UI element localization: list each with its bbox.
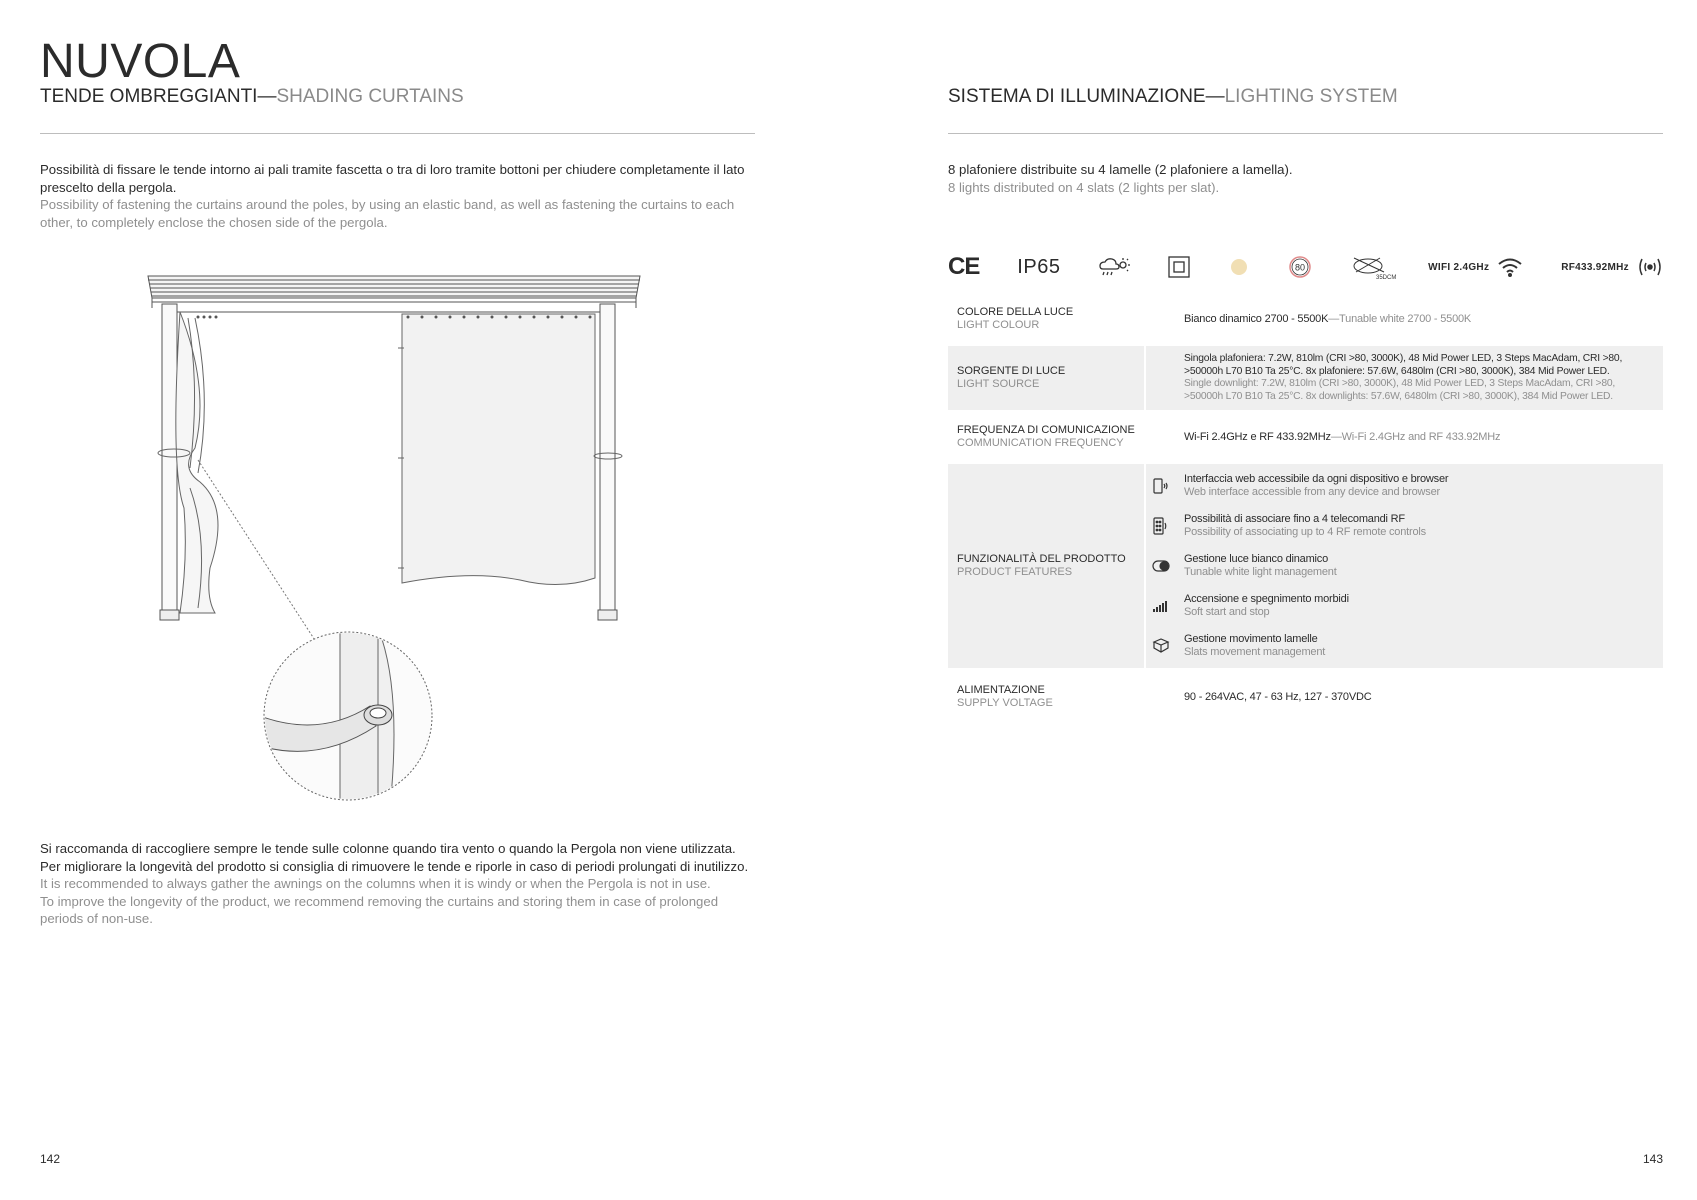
- svg-text:35DCM: 35DCM: [1376, 275, 1397, 281]
- spec-value-separator: —: [1330, 430, 1342, 443]
- lighting-intro-en: 8 lights distributed on 4 slats (2 lights per slat).: [948, 179, 1220, 195]
- spec-label-it: COLORE DELLA LUCE: [957, 306, 1074, 318]
- feature-item: [1146, 466, 1643, 506]
- pergola-curtain-illustration: [140, 268, 700, 808]
- spec-label-it: ALIMENTAZIONE: [957, 684, 1045, 696]
- spec-value-separator: —: [1328, 312, 1340, 325]
- spec-value: 90 - 264VAC, 47 - 63 Hz, 127 - 370VDC: [1184, 690, 1372, 703]
- spec-row-communication-frequency: [948, 410, 1663, 464]
- spec-table: [948, 292, 1663, 726]
- care-note-it-1: Si raccomanda di raccogliere sempre le tende sulle colonne quando tira vento o quando la Pergola non viene utilizzata.: [40, 841, 736, 856]
- remote-control-icon: [1146, 517, 1184, 535]
- page-number-left: 142: [40, 1152, 61, 1166]
- spec-value-it: Wi-Fi 2.4GHz e RF 433.92MHz: [1184, 430, 1331, 443]
- spec-value-en: Wi-Fi 2.4GHz and RF 433.92MHz: [1341, 430, 1501, 443]
- section-title-en: LIGHTING SYSTEM: [1224, 86, 1398, 107]
- spec-label-en: LIGHT COLOUR: [957, 319, 1040, 331]
- section-title-lighting: [948, 86, 1398, 108]
- feature-item: [1146, 506, 1643, 546]
- spec-row-supply-voltage: [948, 668, 1663, 726]
- care-note-it-2: Per migliorare la longevità del prodotto si consiglia di rimuovere le tende e riporle in caso di periodi prolungati di inutilizzo.: [40, 858, 749, 874]
- spec-value-en: Tunable white 2700 - 5500K: [1339, 312, 1472, 325]
- rf-signal-icon: RF433.92MHz: [1561, 250, 1663, 284]
- feature-text-it: Gestione movimento lamelle: [1184, 633, 1318, 645]
- feature-text-en: Tunable white light management: [1184, 566, 1337, 578]
- care-note-paragraph: [40, 840, 755, 928]
- beam-angle-icon: [1350, 250, 1397, 284]
- divider-rule: [40, 133, 755, 134]
- spec-row-product-features: [948, 464, 1663, 668]
- spec-value-it: Singola plafoniera: 7.2W, 810lm (CRI >80, 3000K), 48 Mid Power LED, 3 Steps MacAdam, CRI >80, >50000h L70 B10 Ta 25°C. 8x plafoniere: 57.6W, 6480lm (CRI >80, 3000K), 384 Mid Power LED.: [1184, 353, 1623, 377]
- lighting-intro-it: 8 plafoniere distribuite su 4 lamelle (2 plafoniere a lamella).: [948, 162, 1293, 177]
- feature-text-it: Accensione e spegnimento morbidi: [1184, 593, 1349, 605]
- smartphone-icon: [1146, 478, 1184, 494]
- feature-item: [1146, 586, 1643, 626]
- section-title-it: TENDE OMBREGGIANTI: [40, 86, 258, 107]
- section-title-separator: —: [257, 86, 277, 107]
- signal-bars-icon: [1146, 600, 1184, 612]
- section-title-it: SISTEMA DI ILLUMINAZIONE: [948, 86, 1206, 107]
- class-ii-insulation-icon: [1168, 250, 1190, 284]
- weather-resistant-icon: [1098, 250, 1130, 284]
- ip65-icon: IP65: [1017, 255, 1061, 278]
- section-title-en: SHADING CURTAINS: [276, 86, 464, 107]
- toggle-icon: [1146, 560, 1184, 572]
- cri-icon: [1288, 250, 1312, 284]
- section-title-separator: —: [1205, 86, 1225, 107]
- page-number-right: 143: [1642, 1152, 1663, 1166]
- intro-text-en: Possibility of fastening the curtains around the poles, by using an elastic band, as well as fastening the curtains to each other, to completely enclose the chosen side of the pergola.: [40, 197, 735, 230]
- spec-label-it: SORGENTE DI LUCE: [957, 365, 1066, 377]
- warm-light-icon: [1228, 250, 1250, 284]
- feature-text-en: Possibility of associating up to 4 RF remote controls: [1184, 526, 1426, 538]
- spec-value-it: Bianco dinamico 2700 - 5500K: [1184, 312, 1329, 325]
- spec-label-en: PRODUCT FEATURES: [957, 566, 1073, 578]
- feature-text-it: Possibilità di associare fino a 4 telecomandi RF: [1184, 513, 1405, 525]
- spec-row-light-source: [948, 346, 1663, 410]
- svg-text:80: 80: [1295, 262, 1306, 273]
- intro-text-it: Possibilità di fissare le tende intorno ai pali tramite fascetta o tra di loro tramite bottoni per chiudere completamente il lato prescelto della pergola.: [40, 162, 745, 195]
- left-page: [40, 0, 755, 1200]
- certification-icon-row: [948, 250, 1663, 284]
- divider-rule: [948, 133, 1663, 134]
- slats-icon: [1146, 637, 1184, 655]
- care-note-en-2: To improve the longevity of the product, we recommend removing the curtains and storing them in case of prolonged periods of non-use.: [40, 893, 719, 926]
- feature-text-it: Gestione luce bianco dinamico: [1184, 553, 1329, 565]
- lighting-intro-paragraph: [948, 161, 1663, 196]
- feature-item: [1146, 546, 1643, 586]
- section-title-curtains: [40, 86, 464, 108]
- feature-text-it: Interfaccia web accessibile da ogni dispositivo e browser: [1184, 473, 1449, 485]
- spec-value-en: Single downlight: 7.2W, 810lm (CRI >80, 3000K), 48 Mid Power LED, 3 Steps MacAdam, CRI >80, >50000h L70 B10 Ta 25°C. 8x downlights: 57.6W, 6480lm (CRI >80, 3000K), 384 Mid Power LED.: [1184, 378, 1616, 402]
- spec-label-en: LIGHT SOURCE: [957, 378, 1040, 390]
- spec-label-en: SUPPLY VOLTAGE: [957, 697, 1053, 709]
- feature-text-en: Web interface accessible from any device and browser: [1184, 486, 1440, 498]
- spec-label-it: FUNZIONALITÀ DEL PRODOTTO: [957, 553, 1126, 565]
- brand-title: NUVOLA: [40, 35, 241, 88]
- feature-text-en: Soft start and stop: [1184, 606, 1270, 618]
- spec-row-light-colour: [948, 292, 1663, 346]
- spec-label-en: COMMUNICATION FREQUENCY: [957, 437, 1124, 449]
- care-note-en-1: It is recommended to always gather the awnings on the columns when it is windy or when the Pergola is not in use.: [40, 876, 711, 891]
- spec-label-it: FREQUENZA DI COMUNICAZIONE: [957, 424, 1135, 436]
- intro-paragraph: [40, 161, 755, 231]
- right-page: [948, 0, 1663, 1200]
- ce-mark-icon: CE: [948, 253, 980, 280]
- feature-text-en: Slats movement management: [1184, 646, 1326, 658]
- wifi-icon: WIFI 2.4GHz: [1428, 250, 1523, 284]
- feature-item: [1146, 626, 1643, 666]
